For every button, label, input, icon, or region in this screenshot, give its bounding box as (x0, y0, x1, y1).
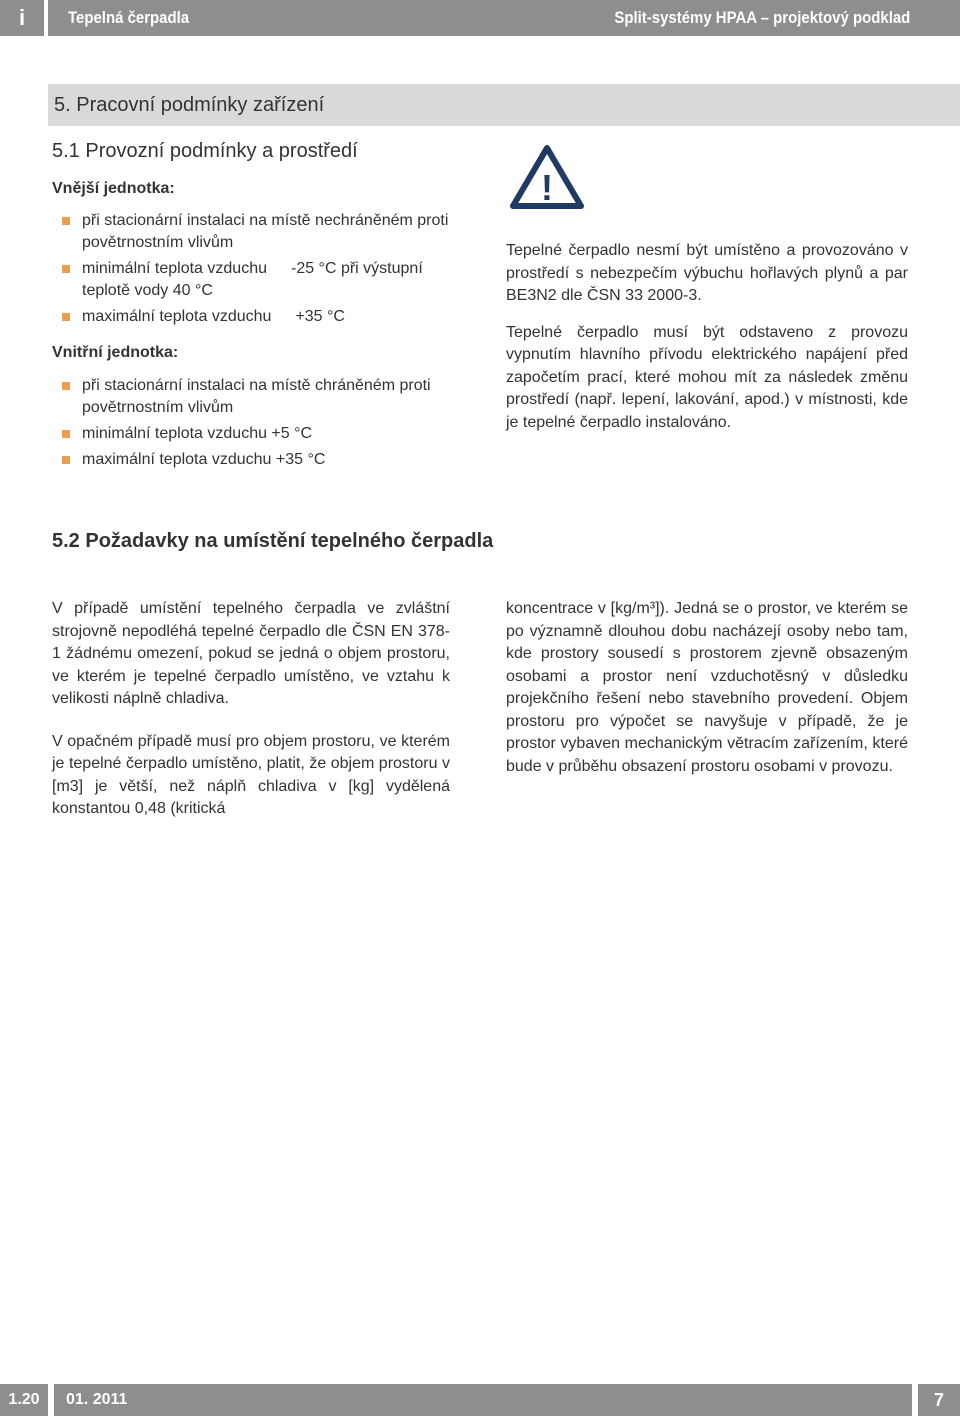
info-icon: i (0, 0, 44, 36)
list-item: při stacionární instalaci na místě chráněném proti povětrnostním vlivům (62, 375, 462, 419)
footer-section-number: 1.20 (0, 1384, 48, 1416)
footer-bar (54, 1384, 912, 1416)
section-band (48, 84, 960, 126)
body-paragraph: V opačném případě musí pro objem prostoru, ve kterém je tepelné čerpadlo umístěno, platit, že objem prostoru v [m3] je větší, než náplň chladiva v [kg] vydělená konstantou 0,48 (kritická (52, 732, 450, 817)
section-title: 5. Pracovní podmínky zařízení (54, 94, 325, 116)
svg-text:!: ! (541, 167, 553, 208)
list-item: minimální teplota vzduchu -25 °C při výstupní teplotě vody 40 °C (62, 258, 462, 302)
bullet-icon (62, 382, 70, 390)
body-paragraph: V případě umístění tepelného čerpadla ve zvláštní strojovně nepodléhá tepelné čerpadlo dle ČSN EN 378-1 žádnému omezení, pokud se jedná o objem prostoru, ve kterém je tepelné čerpadlo umístěno, ve vztahu k velikosti náplně chladiva. (52, 600, 450, 707)
header-bar (48, 0, 960, 36)
bullet-icon (62, 313, 70, 321)
header-right-title: Split-systémy HPAA – projektový podklad (614, 8, 910, 27)
bullet-icon (62, 456, 70, 464)
body-paragraph: koncentrace v [kg/m³]). Jedná se o prostor, ve kterém se po významně dlouhou dobu nacházejí osoby nebo tam, kde prostory sousedí s prostorem zjevně obsazeným osobami a prostor není vzduchotěsný v důsledku projekčního řešení nebo stavebního provedení. Objem prostoru pro výpočet se navyšuje v případě, že je prostor vybaven mechanickým větracím zařízením, které bude v průběhu obsazení prostoru osobami v provozu. (506, 600, 908, 775)
page-number: 7 (918, 1384, 960, 1416)
subsection-title: 5.2 Požadavky na umístění tepelného čerpadla (52, 530, 494, 552)
indoor-list (62, 375, 462, 475)
warning-paragraph: Tepelné čerpadlo musí být odstaveno z provozu vypnutím hlavního přívodu elektrického napájení před započetím prací, které mohou mít za následek změnu prostředí (např. lepení, lakování, apod.) v místnosti, kde je tepelné čerpadlo instalováno. (506, 323, 908, 431)
page-footer (0, 1384, 960, 1416)
list-item: minimální teplota vzduchu +5 °C (62, 423, 462, 445)
warning-text (506, 240, 908, 448)
subsection-title: 5.1 Provozní podmínky a prostředí (52, 140, 358, 162)
warning-triangle-icon (510, 144, 584, 210)
outdoor-max-value: +35 °C (295, 308, 345, 325)
outdoor-heading: Vnější jednotka: (52, 180, 175, 197)
header-left-title: Tepelná čerpadla (68, 8, 190, 27)
outdoor-list (62, 210, 462, 332)
right-column (506, 598, 908, 792)
list-item: při stacionární instalaci na místě nechráněném proti povětrnostním vlivům (62, 210, 462, 254)
indoor-heading: Vnitřní jednotka: (52, 344, 179, 361)
footer-date: 01. 2011 (66, 1391, 128, 1408)
left-column (52, 598, 450, 835)
page-header (0, 0, 960, 36)
bullet-icon (62, 430, 70, 438)
outdoor-min-value: -25 °C při výstupní teplotě vody 40 °C (82, 260, 423, 299)
list-item: maximální teplota vzduchu +35 °C (62, 306, 462, 328)
bullet-icon (62, 265, 70, 273)
bullet-icon (62, 217, 70, 225)
warning-paragraph: Tepelné čerpadlo nesmí být umístěno a provozováno v prostředí s nebezpečím výbuchu hořlavých plynů a par BE3N2 dle ČSN 33 2000-3. (506, 242, 908, 304)
list-item: maximální teplota vzduchu +35 °C (62, 449, 462, 471)
